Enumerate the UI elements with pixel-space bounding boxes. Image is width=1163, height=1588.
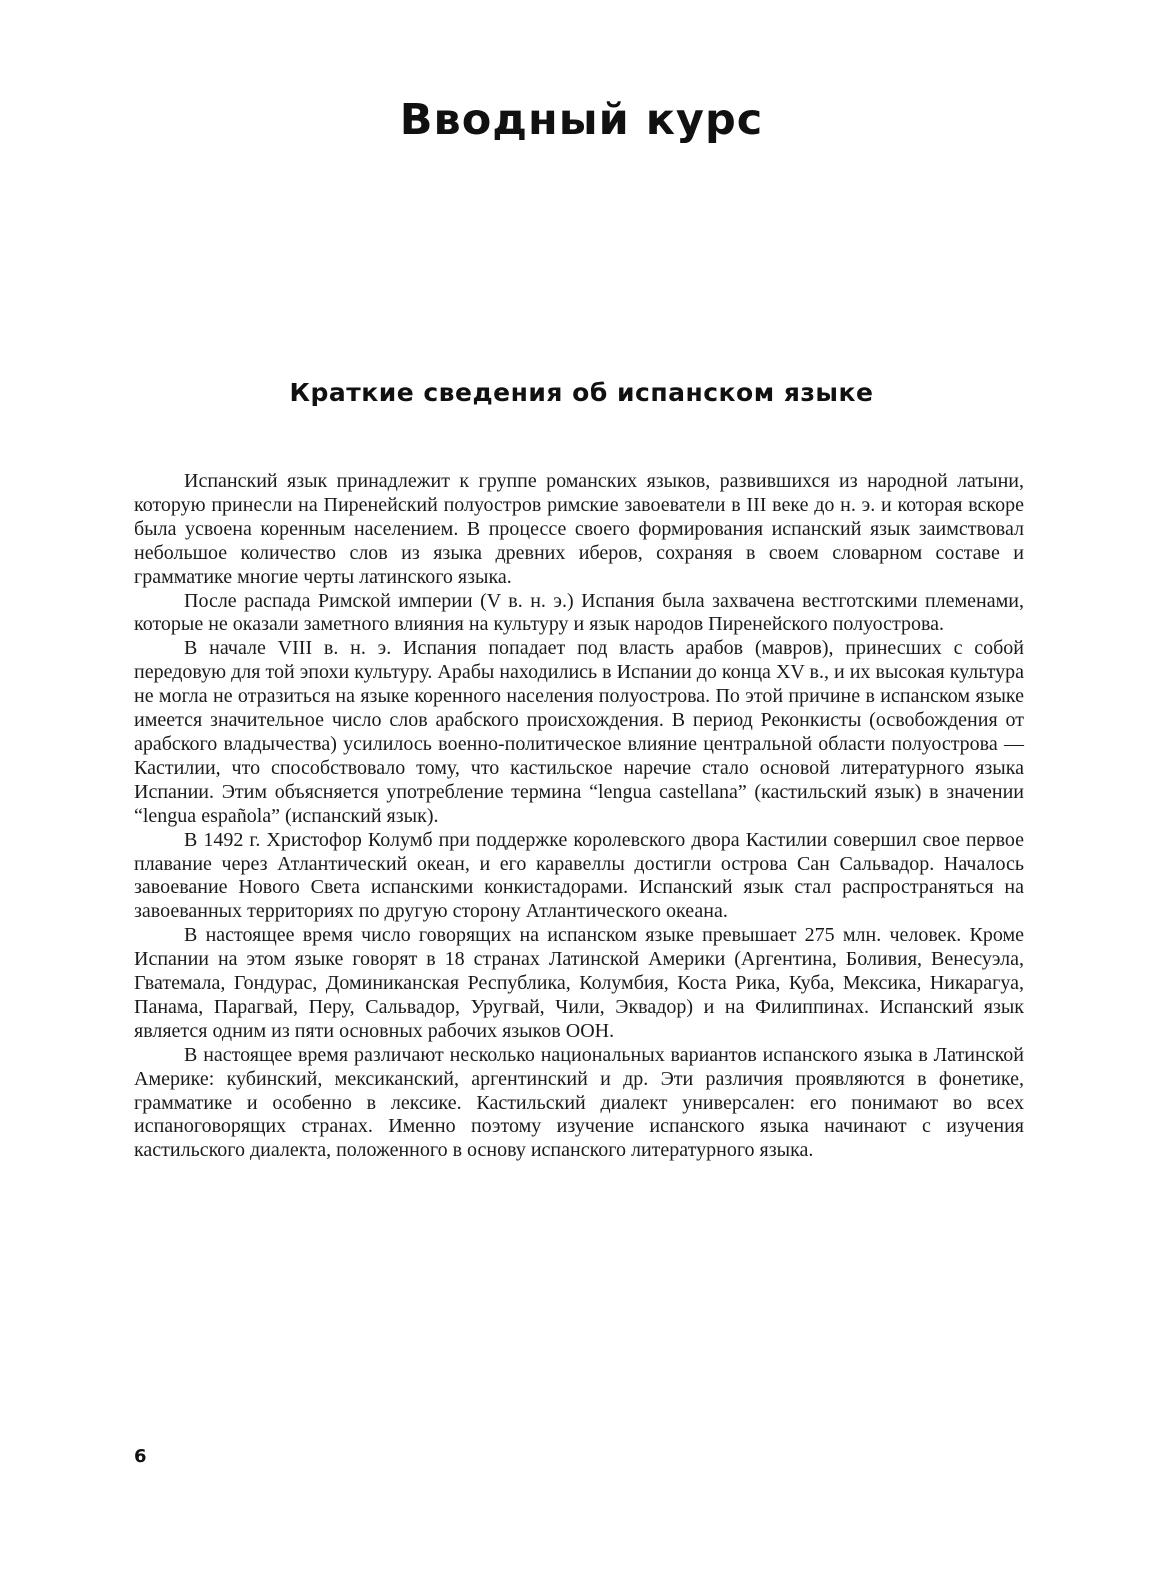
paragraph: После распада Римской империи (V в. н. э.) Испания была захвачена вестготскими племенами, которые не оказали заметного влияния на культуру и язык народов Пиренейского полуострова. <box>134 589 1024 636</box>
paragraph: Испанский язык принадлежит к группе романских языков, развившихся из народной латыни, которую принесли на Пиренейский полуостров римские завоеватели в III веке до н. э. и которая вскоре была усвоена коренным населением. В процессе своего формирования испанский язык заимствовал небольшое количество слов из языка древних иберов, сохраняя в своем словарном составе и грамматике многие черты латинского языка. <box>134 470 1024 588</box>
page-number: 6 <box>134 1446 147 1467</box>
paragraph: В настоящее время число говорящих на испанском языке превышает 275 млн. человек. Кроме Испании на этом языке говорят в 18 странах Латинской Америки (Аргентина, Боливия, Венесуэла, Гватемала, Гондурас, Доминиканская Республика, Колумбия, Коста Рика, Куба, Мексика, Никарагуа, Панама, Парагвай, Перу, Сальвадор, Уругвай, Чили, Эквадор) и на Филиппинах. Испанский язык является одним из пяти основных рабочих языков ООН. <box>134 924 1024 1042</box>
page-title: Вводный курс <box>399 95 764 145</box>
body-text <box>134 470 1024 1163</box>
paragraph: В начале VIII в. н. э. Испания попадает под власть арабов (мавров), принесших с собой передовую для той эпохи культуру. Арабы находились в Испании до конца XV в., и их высокая культура не могла не отразиться на языке коренного населения полуострова. По этой причине в испанском языке имеется значительное число слов арабского происхождения. В период Реконкисты (освобождения от арабского владычества) усилилось военно-политическое влияние центральной области полуострова — Кастилии, что способствовало тому, что кастильское наречие стало основой литературного языка Испании. Этим объясняется употребление термина “lengua castellana” (кастильский язык) в значении “lengua española” (испанский язык). <box>134 637 1024 827</box>
paragraph: В 1492 г. Христофор Колумб при поддержке королевского двора Кастилии совершил свое первое плавание через Атлантический океан, и его каравеллы достигли острова Сан Сальвадор. Началось завоевание Нового Света испанскими конкистадорами. Испанский язык стал распространяться на завоеванных территориях по другую сторону Атлантического океана. <box>134 828 1024 923</box>
section-title: Краткие сведения об испанском языке <box>289 378 874 407</box>
paragraph: В настоящее время различают несколько национальных вариантов испанского языка в Латинской Америке: кубинский, мексиканский, аргентинский и др. Эти различия проявляются в фонетике, грамматике и особенно в лексике. Кастильский диалект универсален: его понимают во всех испаноговорящих странах. Именно поэтому изучение испанского языка начинают с изучения кастильского диалекта, положенного в основу испанского литературного языка. <box>134 1043 1024 1162</box>
